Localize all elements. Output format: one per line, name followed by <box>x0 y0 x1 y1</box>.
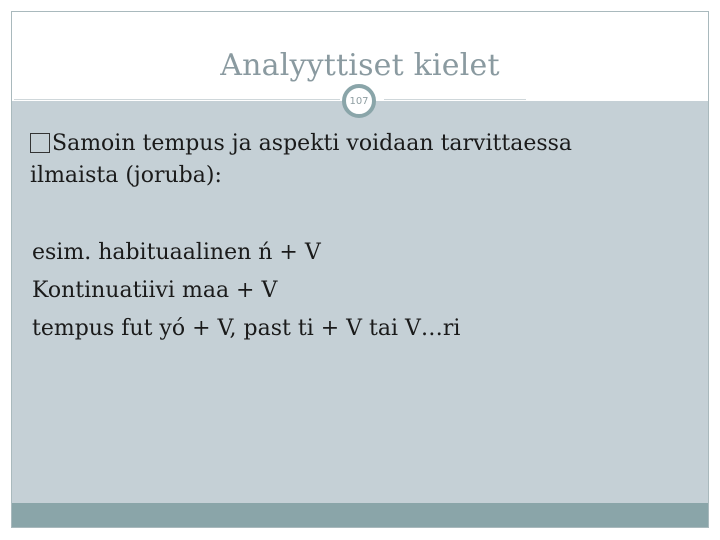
title-divider-left <box>14 99 340 100</box>
example-line-continuative: Kontinuatiivi maa + V <box>32 278 278 303</box>
title-divider-right <box>384 99 526 100</box>
example-line-tense: tempus fut yó + V, past ti + V tai V…ri <box>32 316 461 341</box>
bullet-square-icon <box>30 133 50 153</box>
slide-number-badge <box>342 84 376 118</box>
example-line-habitual: esim. habituaalinen ń + V <box>32 240 321 265</box>
slide-number: 107 <box>349 95 369 107</box>
footer-bar <box>12 503 708 527</box>
slide-title: Analyyttiset kielet <box>220 48 500 83</box>
bullet-text: Samoin tempus ja aspekti voidaan tarvittaessa ilmaista (joruba): <box>30 131 573 188</box>
bullet-item <box>30 128 640 192</box>
example-lines <box>32 234 460 348</box>
